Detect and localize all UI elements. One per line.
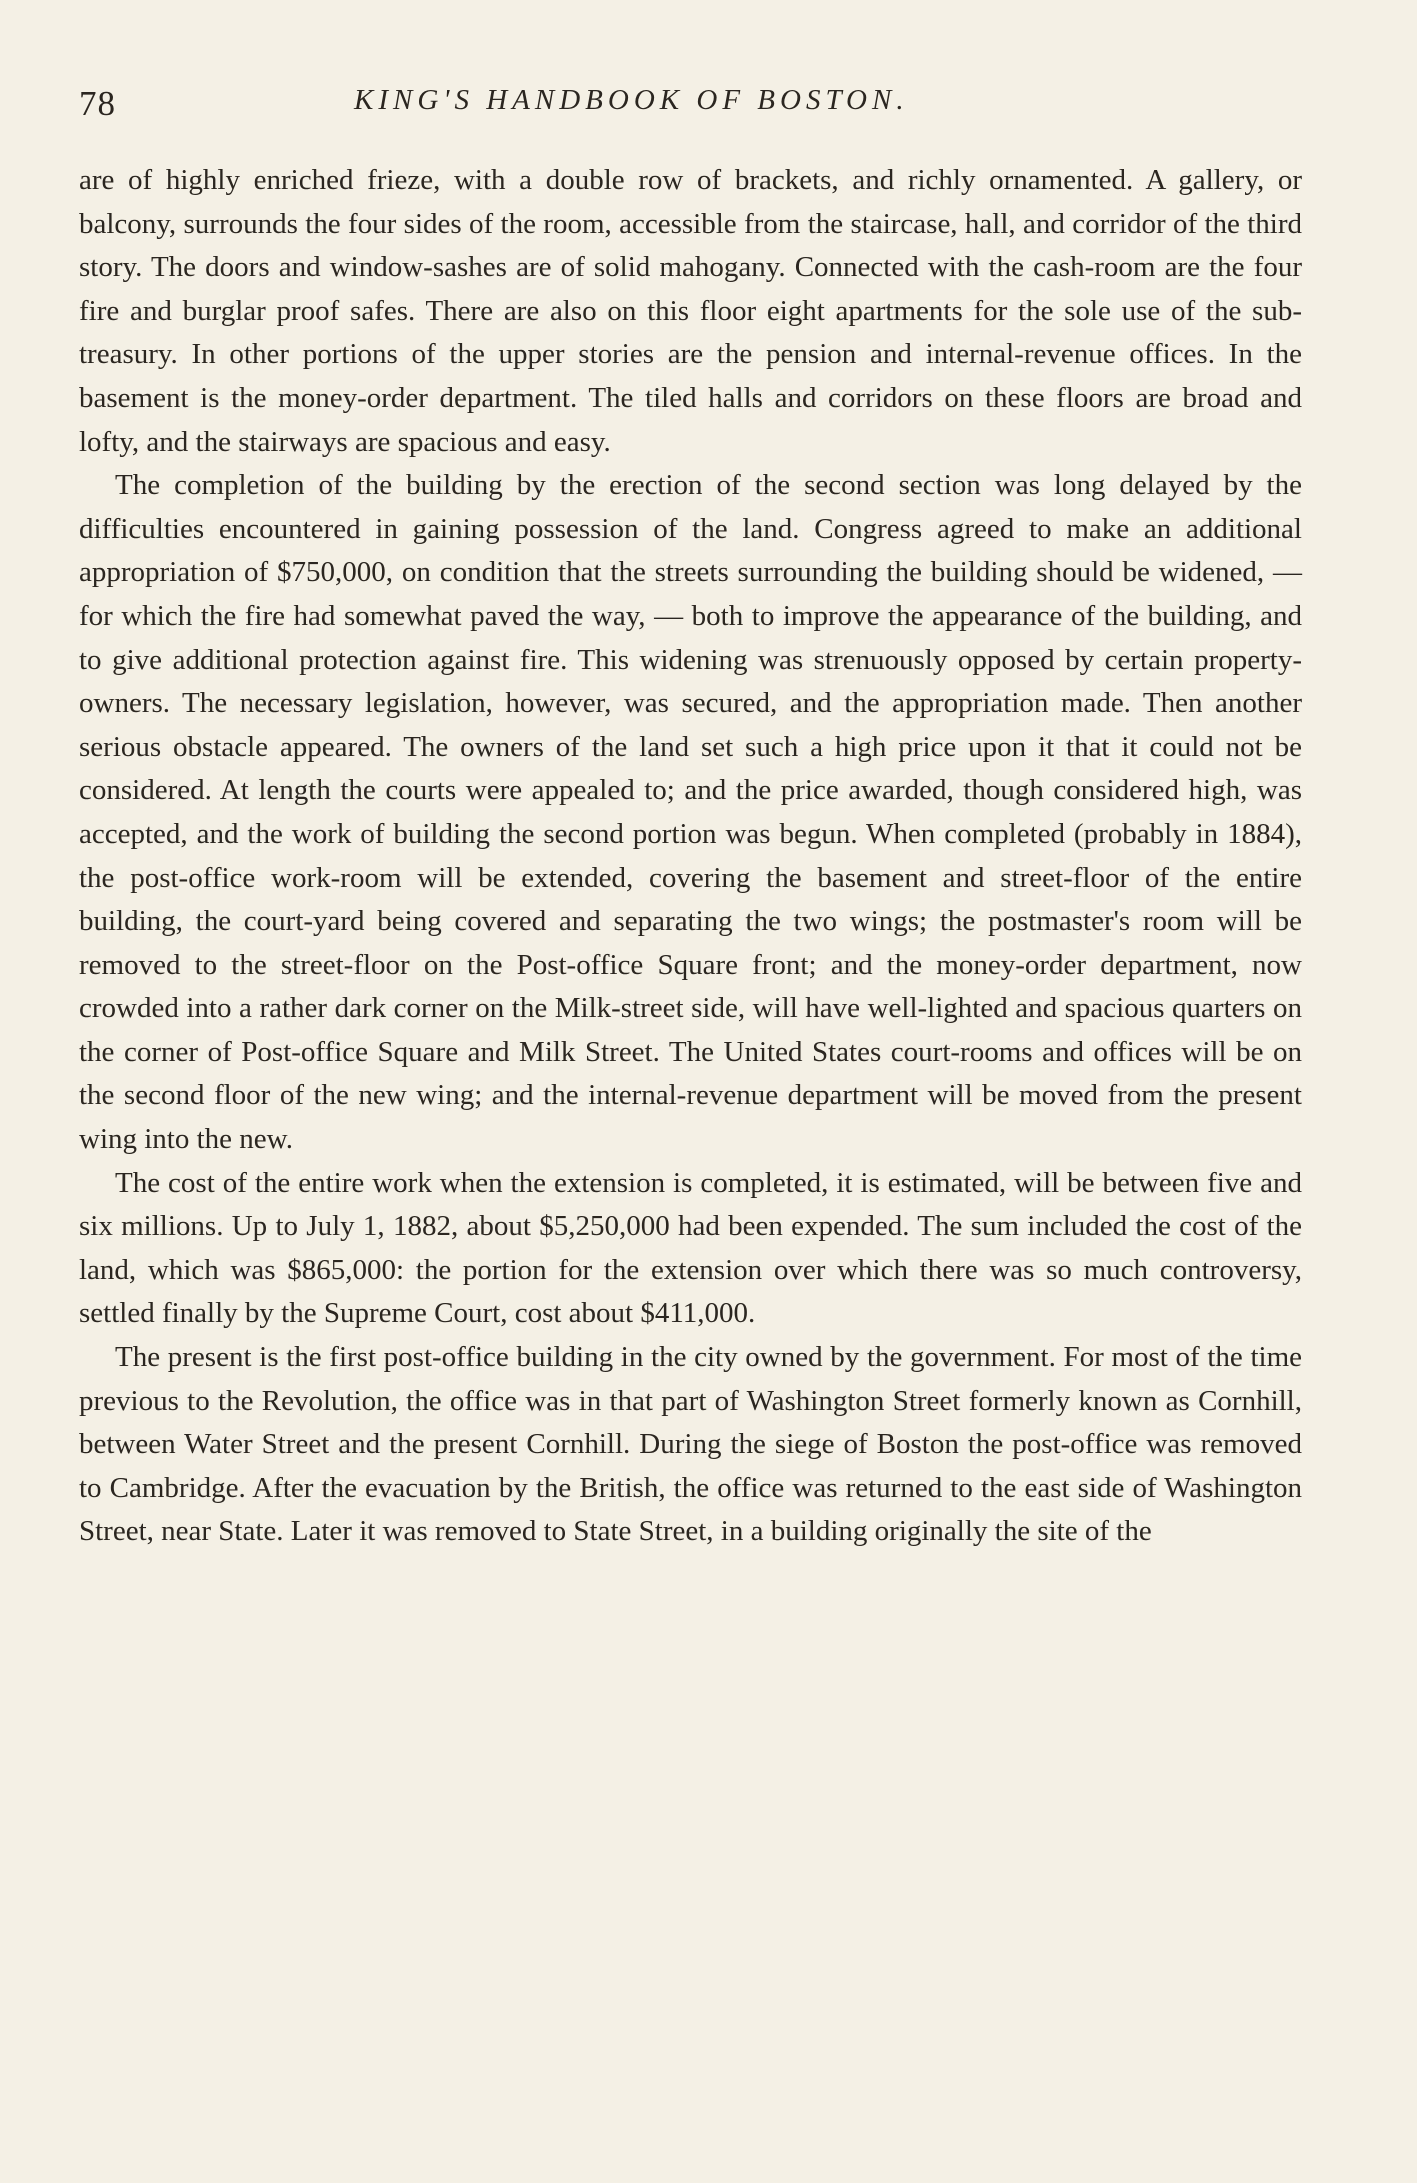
page-header: [79, 84, 1299, 132]
paragraph-continued: are of highly enriched frieze, with a double row of brackets, and richly ornamented. A gallery, or balcony, surrounds the four sides of the room, accessible from the staircase, hall, and corridor of the third story. The doors and window-sashes are of solid mahogany. Connected with the cash-room are the four fire and burglar proof safes. There are also on this floor eight apartments for the sole use of the sub-treasury. In other portions of the upper stories are the pension and internal-revenue offices. In the basement is the money-order department. The tiled halls and corridors on these floors are broad and lofty, and the stairways are spacious and easy.: [79, 164, 1302, 458]
page-number: 78: [79, 84, 116, 123]
body-text: [79, 159, 1302, 1554]
paragraph-cost: The cost of the entire work when the extension is completed, it is estimated, will be between five and six millions. Up to July 1, 1882, about $5,250,000 had been expended. The sum included the cost of the land, which was $865,000: the portion for the extension over which there was so much controversy, settled finally by the Supreme Court, cost about $411,000.: [79, 1166, 1302, 1330]
paragraph-second-section: The completion of the building by the erection of the second section was long delayed by the difficulties encountered in gaining possession of the land. Congress agreed to make an additional appropriation of $750,000, on condition that the streets surrounding the building should be widened, — for which the fire had somewhat paved the way, — both to improve the appearance of the building, and to give additional protection against fire. This widening was strenuously opposed by certain property-owners. The necessary legislation, however, was secured, and the appropriation made. Then another serious obstacle appeared. The owners of the land set such a high price upon it that it could not be considered. At length the courts were appealed to; and the price awarded, though considered high, was accepted, and the work of building the second portion was begun. When completed (probably in 1884), the post-office work-room will be extended, covering the basement and street-floor of the entire building, the court-yard being covered and separating the two wings; the postmaster's room will be removed to the street-floor on the Post-office Square front; and the money-order department, now crowded into a rather dark corner on the Milk-street side, will have well-lighted and spacious quarters on the corner of Post-office Square and Milk Street. The United States court-rooms and offices will be on the second floor of the new wing; and the internal-revenue department will be moved from the present wing into the new.: [79, 469, 1302, 1156]
paragraph-history: The present is the first post-office building in the city owned by the government. For most of the time previous to the Revolution, the office was in that part of Washington Street formerly known as Cornhill, between Water Street and the present Cornhill. During the siege of Boston the post-office was removed to Cambridge. After the evacuation by the British, the office was returned to the east side of Washington Street, near State. Later it was removed to State Street, in a building originally the site of the: [79, 1341, 1302, 1548]
running-title: KING'S HANDBOOK OF BOSTON.: [354, 84, 909, 116]
